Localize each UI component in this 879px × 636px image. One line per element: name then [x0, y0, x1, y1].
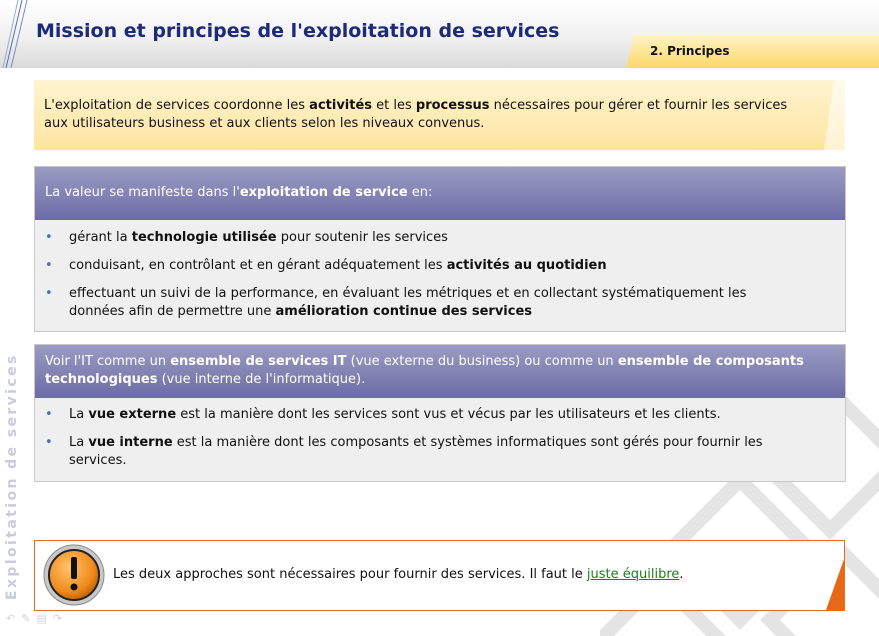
forward-arrow-icon[interactable]: ↷ — [52, 612, 69, 625]
it-view-panel — [34, 344, 846, 482]
exclamation-warning-icon — [43, 543, 105, 607]
warning-corner-accent — [822, 541, 844, 610]
intro-box — [34, 80, 845, 150]
it-view-panel-body — [35, 398, 845, 470]
side-vertical-label: Exploitation de services — [4, 353, 20, 600]
section-tab[interactable] — [626, 35, 879, 68]
header-stripes-decoration — [0, 0, 30, 68]
pencil-icon[interactable]: ✎ — [21, 612, 37, 625]
list-item: • conduisant, en contrôlant et en gérant adéquatement les activités au quotidien — [45, 257, 835, 275]
intro-text: L'exploitation de services coordonne les activités et les processus nécessaires pour gérer et fournir les services aux utilisateurs business et aux clients selon les niveaux convenus. — [44, 98, 788, 131]
list-item: • gérant la technologie utilisée pour soutenir les services — [45, 229, 835, 247]
value-panel — [34, 166, 846, 332]
value-panel-body — [35, 220, 845, 321]
list-item: • La vue interne est la manière dont les composants et systèmes informatiques sont gérés pour fournir les services. — [45, 434, 785, 470]
side-nav-icons — [6, 612, 68, 625]
value-panel-header: La valeur se manifeste dans l'exploitation de service en: — [35, 167, 845, 220]
back-arrow-icon[interactable]: ↶ — [6, 612, 22, 625]
header-bar — [0, 0, 879, 68]
list-item: • La vue externe est la manière dont les services sont vus et vécus par les utilisateurs et les clients. — [45, 406, 785, 424]
it-view-panel-header: Voir l'IT comme un ensemble de services IT (vue externe du business) ou comme un ensemble de composants technologiques (vue interne de l'informatique). — [35, 345, 845, 398]
page-title: Mission et principes de l'exploitation de services — [36, 20, 560, 42]
warning-text: Les deux approches sont nécessaires pour fournir des services. Il faut le juste équilibre. — [113, 567, 684, 582]
list-item: • effectuant un suivi de la performance, en évaluant les métriques et en collectant systématiquement les données afin de permettre une amélioration continue des services — [45, 285, 835, 321]
warning-box — [34, 540, 845, 611]
juste-equilibre-link[interactable]: juste équilibre — [586, 567, 680, 582]
notes-icon[interactable]: ▤ — [36, 612, 53, 625]
section-tab-label: 2. Principes — [650, 44, 730, 58]
